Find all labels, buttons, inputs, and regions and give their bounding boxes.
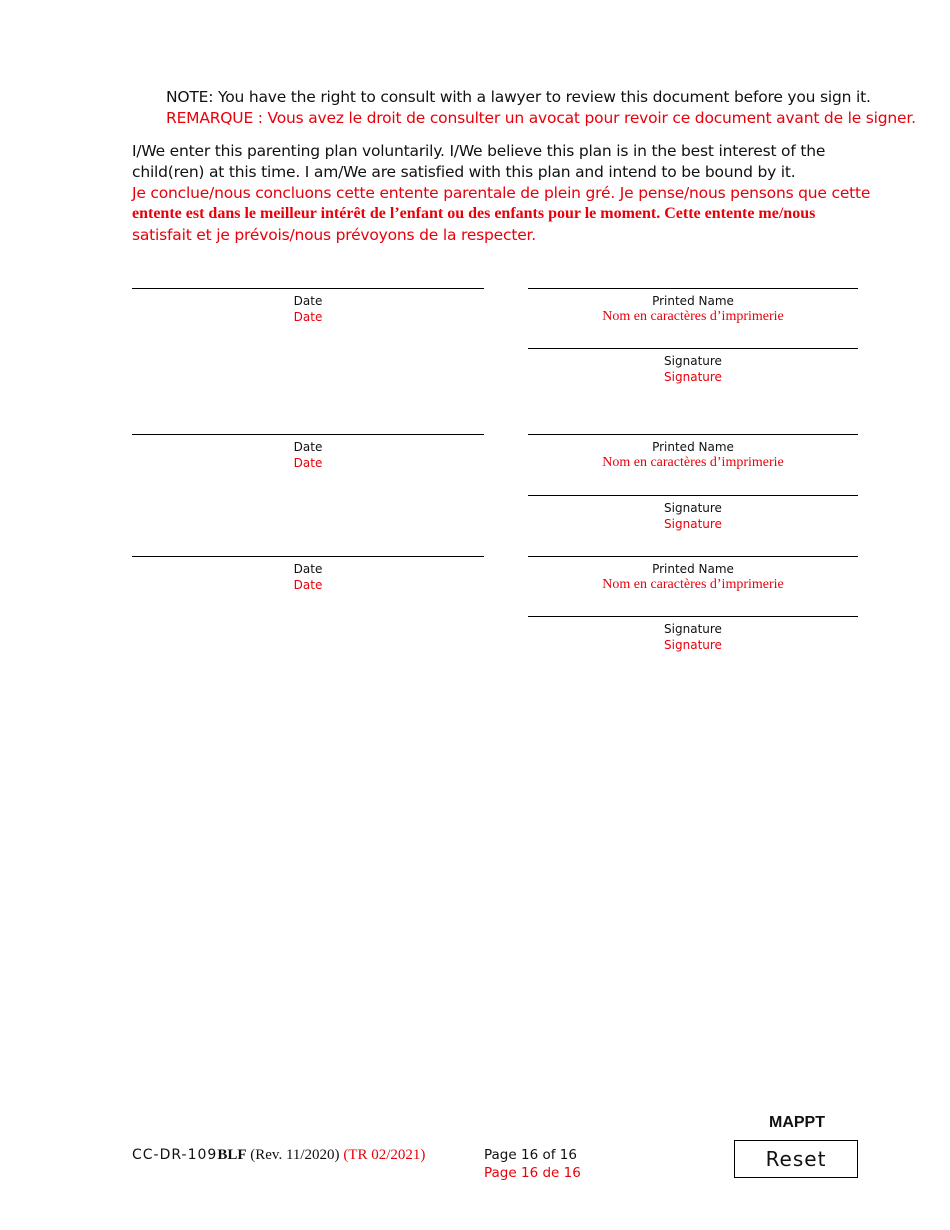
form-code: CC-DR-109 — [132, 1147, 218, 1163]
signature-label-french: Signature — [664, 638, 722, 652]
printed-name-label: Printed Name — [652, 294, 734, 308]
form-abbreviation: MAPPT — [769, 1114, 825, 1131]
signature-label: Signature — [664, 354, 722, 368]
signature-field-1[interactable] — [528, 348, 858, 385]
statement-english-line-2: child(ren) at this time. I am/We are satisfied with this plan and intend to be bound by it. — [132, 163, 796, 181]
printed-name-label-french: Nom en caractères d’imprimerie — [602, 577, 784, 592]
date-label-french: Date — [293, 310, 323, 324]
note-english: NOTE: You have the right to consult with a lawyer to review this document before you sign it. — [166, 88, 871, 106]
printed-name-label-french: Nom en caractères d’imprimerie — [602, 309, 784, 324]
date-label-french: Date — [293, 578, 323, 592]
date-label: Date — [293, 294, 323, 308]
statement-french-line-2: entente est dans le meilleur intérêt de l’enfant ou des enfants pour le moment. Cette entente me/nous — [132, 205, 816, 222]
reset-button[interactable]: Reset — [734, 1140, 858, 1178]
statement-english-line-1: I/We enter this parenting plan voluntarily. I/We believe this plan is in the best interest of the — [132, 142, 826, 160]
form-identifier — [132, 1147, 425, 1164]
signature-label: Signature — [664, 501, 722, 515]
date-field-3[interactable] — [132, 556, 484, 593]
printed-name-label-french: Nom en caractères d’imprimerie — [602, 455, 784, 470]
form-suffix: BLF — [217, 1147, 247, 1163]
printed-name-label: Printed Name — [652, 440, 734, 454]
signature-field-3[interactable] — [528, 616, 858, 653]
printed-name-field-1[interactable] — [528, 288, 858, 325]
printed-name-label: Printed Name — [652, 562, 734, 576]
statement-french-line-1: Je conclue/nous concluons cette entente parentale de plein gré. Je pense/nous pensons que cette — [132, 184, 871, 202]
form-revision: (Rev. 11/2020) — [250, 1147, 340, 1163]
note-french: REMARQUE : Vous avez le droit de consulter un avocat pour revoir ce document avant de le signer. — [166, 109, 916, 127]
signature-field-2[interactable] — [528, 495, 858, 532]
page-number-english: Page 16 of 16 — [484, 1147, 577, 1163]
date-field-1[interactable] — [132, 288, 484, 325]
signature-label-french: Signature — [664, 517, 722, 531]
date-label: Date — [293, 440, 323, 454]
form-translation-revision: (TR 02/2021) — [343, 1147, 426, 1163]
statement-french-line-3: satisfait et je prévois/nous prévoyons de la respecter. — [132, 226, 537, 244]
page-number-french: Page 16 de 16 — [484, 1165, 581, 1181]
date-label: Date — [293, 562, 323, 576]
date-field-2[interactable] — [132, 434, 484, 471]
signature-label-french: Signature — [664, 370, 722, 384]
printed-name-field-2[interactable] — [528, 434, 858, 471]
signature-label: Signature — [664, 622, 722, 636]
date-label-french: Date — [293, 456, 323, 470]
printed-name-field-3[interactable] — [528, 556, 858, 593]
